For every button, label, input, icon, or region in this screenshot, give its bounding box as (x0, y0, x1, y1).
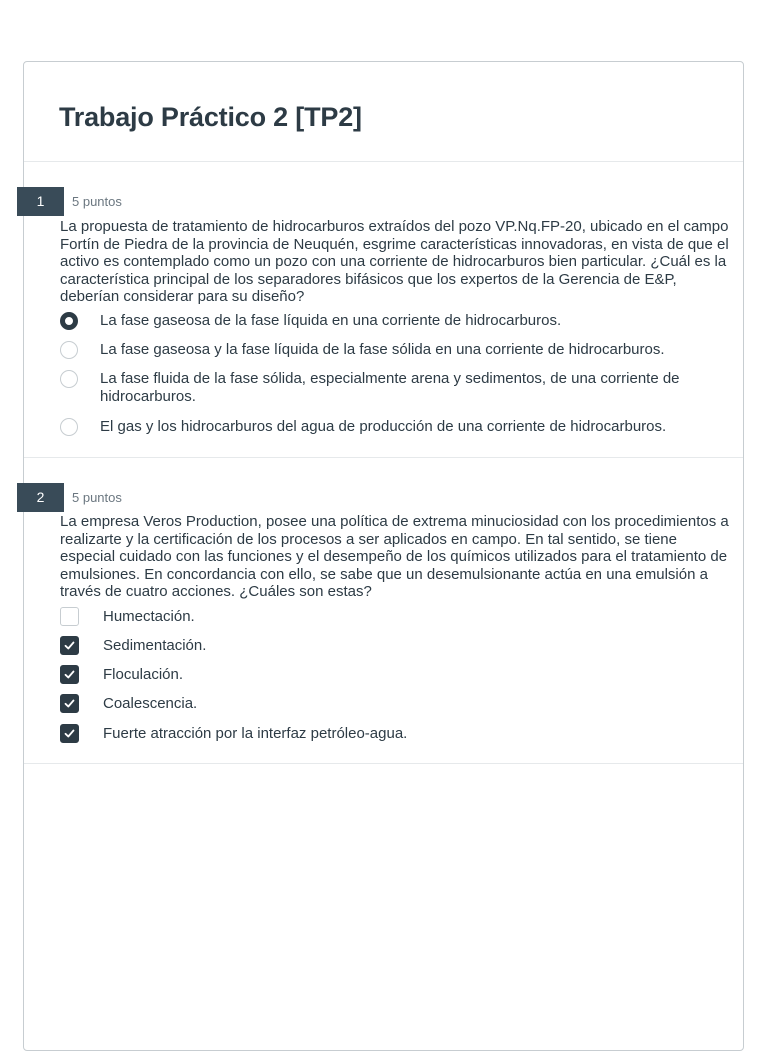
answer-label[interactable]: Floculación. (103, 666, 184, 683)
answer-label[interactable]: Fuerte atracción por la interfaz petróleo-agua. (103, 725, 408, 742)
radio-icon[interactable] (60, 370, 78, 388)
checkbox-checked-icon[interactable] (60, 724, 79, 743)
question-points: 5 puntos (72, 194, 122, 209)
radio-icon[interactable] (60, 341, 78, 359)
checkmark-icon (64, 728, 75, 739)
radio-selected-icon[interactable] (60, 312, 78, 330)
question-text: La empresa Veros Production, posee una política de extrema minuciosidad con los procedimientos a realizarte y la certificación de los procesos a ser aplicados en campo. En tal sentido, se tiene especial cuidado con las funciones y el desempeño de los químicos utilizados para el tratamiento de emulsiones. En concordancia con ello, se sabe que un desemulsionante actúa en una emulsión a través de cuatro acciones. ¿Cuáles son estas? (60, 513, 729, 600)
checkbox-checked-icon[interactable] (60, 636, 79, 655)
answer-label[interactable]: La fase gaseosa y la fase líquida de la fase sólida en una corriente de hidrocarburos. (100, 341, 665, 358)
checkbox-checked-icon[interactable] (60, 665, 79, 684)
checkmark-icon (64, 640, 75, 651)
question-number: 2 (17, 483, 64, 512)
answer-label[interactable]: El gas y los hidrocarburos del agua de producción de una corriente de hidrocarburos. (100, 418, 667, 435)
question-1 (24, 162, 743, 458)
quiz-header (24, 62, 743, 162)
answer-label[interactable]: Sedimentación. (103, 637, 207, 654)
answer-label[interactable]: La fase fluida de la fase sólida, especialmente arena y sedimentos, de una corriente de hidrocarburos. (100, 370, 680, 405)
page-title: Trabajo Práctico 2 [TP2] (59, 102, 362, 132)
checkbox-checked-icon[interactable] (60, 694, 79, 713)
radio-icon[interactable] (60, 418, 78, 436)
answer-label[interactable]: La fase gaseosa de la fase líquida en una corriente de hidrocarburos. (100, 312, 562, 329)
question-number: 1 (17, 187, 64, 216)
question-text: La propuesta de tratamiento de hidrocarburos extraídos del pozo VP.Nq.FP-20, ubicado en el campo Fortín de Piedra de la provincia de Neuquén, esgrime características innovadoras, en vista de que el activo es contemplado como un pozo con una corriente de hidrocarburos bien particular. ¿Cuál es la característica principal de los separadores bifásicos que los expertos de la Gerencia de E&P, deberían considerar para su diseño? (60, 218, 729, 305)
checkbox-icon[interactable] (60, 607, 79, 626)
checkmark-icon (64, 698, 75, 709)
answer-label[interactable]: Humectación. (103, 608, 195, 625)
quiz-card (23, 61, 744, 1051)
question-2 (24, 458, 743, 764)
checkmark-icon (64, 669, 75, 680)
answer-label[interactable]: Coalescencia. (103, 695, 198, 712)
question-points: 5 puntos (72, 490, 122, 505)
